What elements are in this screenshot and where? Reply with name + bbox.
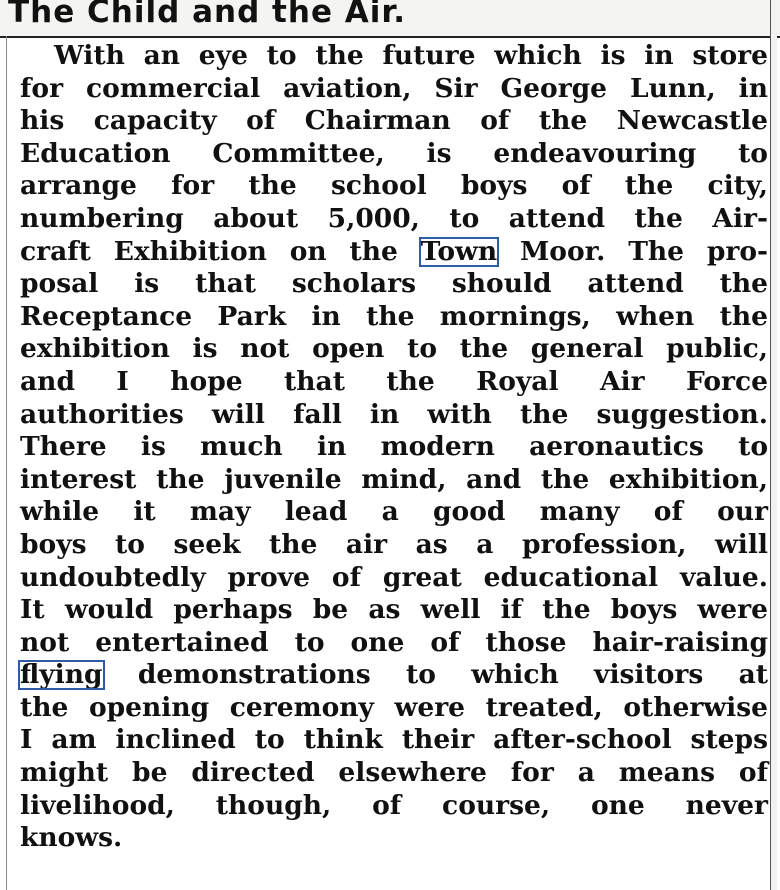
article-body — [20, 40, 768, 855]
headline-strip — [0, 0, 780, 38]
highlighted-word-flying[interactable]: flying — [20, 659, 103, 691]
article-line-12: authorities will fall in with the suggestion. — [20, 398, 768, 430]
article-line-2: for commercial aviation, Sir George Lunn, in — [20, 72, 768, 104]
article-line-19: not entertained to one of those hair-raising — [20, 626, 768, 658]
clipping-right-edge — [770, 0, 777, 890]
article-line-6: numbering about 5,000, to attend the Air- — [20, 202, 768, 234]
article-line-18: It would perhaps be as well if the boys were — [20, 594, 768, 626]
article-line-21: the opening ceremony were treated, otherwise — [20, 691, 768, 723]
article-headline: The Child and the Air. — [8, 0, 407, 30]
article-line-25: knows. — [20, 822, 123, 854]
article-line-7 — [20, 236, 768, 269]
article-line-3: his capacity of Chairman of the Newcastle — [20, 105, 768, 137]
article-line-22: I am inclined to think their after-school steps — [20, 724, 768, 756]
article-line-14: interest the juvenile mind, and the exhibition, — [20, 463, 768, 495]
article-line-23: might be directed elsewhere for a means of — [20, 757, 768, 789]
highlighted-word-town[interactable]: Town — [420, 235, 498, 267]
article-line-16: boys to seek the air as a profession, will — [20, 528, 768, 560]
clipping-left-edge — [6, 36, 7, 890]
article-line-9: Receptance Park in the mornings, when the — [20, 300, 768, 332]
article-line-5: arrange for the school boys of the city, — [20, 170, 768, 202]
article-line-7-start: craft Exhibition on the — [20, 235, 398, 267]
article-line-17: undoubtedly prove of great educational value. — [20, 561, 768, 593]
article-line-10: exhibition is not open to the general public, — [20, 333, 768, 365]
article-line-11: and I hope that the Royal Air Force — [20, 365, 768, 397]
article-line-24: livelihood, though, of course, one never — [20, 789, 768, 821]
article-line-7-end: Moor. The pro- — [519, 235, 769, 267]
article-line-13: There is much in modern aeronautics to — [20, 431, 768, 463]
article-line-20-end: demonstrations to which visitors at — [137, 659, 769, 691]
article-line-1: With an eye to the future which is in store — [54, 40, 768, 71]
article-line-15: while it may lead a good many of our — [20, 496, 768, 528]
article-line-4: Education Committee, is endeavouring to — [20, 137, 768, 169]
article-line-8: posal is that scholars should attend the — [20, 268, 768, 300]
article-line-20 — [20, 659, 768, 692]
